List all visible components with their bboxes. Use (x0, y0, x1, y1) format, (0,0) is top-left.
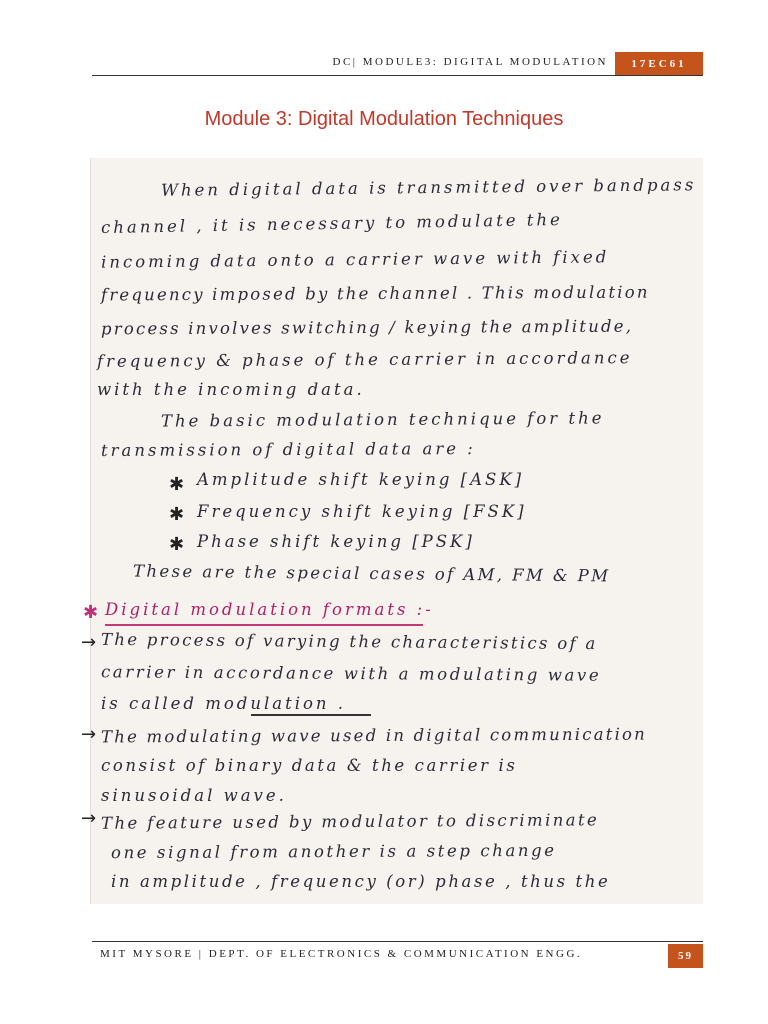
footer-text: MIT MYSORE | DEPT. OF ELECTRONICS & COMMUNICATION ENGG. (100, 948, 583, 960)
heading-underline (105, 624, 423, 626)
right-arrow-icon: → (81, 724, 97, 745)
bullet-star-icon: ✱ (169, 534, 185, 555)
hw-line-2: channel , it is necessary to modulate the (100, 209, 563, 238)
footer-rule (92, 941, 703, 942)
running-header: DC| MODULE3: DIGITAL MODULATION (332, 56, 608, 68)
header-rule (92, 75, 703, 76)
page-title: Module 3: Digital Modulation Techniques (204, 108, 564, 130)
hw-line-23: in amplitude , frequency (or) phase , thus the (111, 872, 611, 891)
hw-line-12: Phase shift keying [PSK] (197, 532, 475, 551)
right-arrow-icon: → (81, 808, 97, 829)
hw-line-4: frequency imposed by the channel . This modulation (100, 282, 650, 305)
hw-line-3: incoming data onto a carrier wave with fixed (100, 247, 610, 272)
hw-line-20: sinusoidal wave. (101, 786, 287, 805)
hw-line-15: The process of varying the characteristics of a (100, 629, 598, 654)
page-number-badge: 59 (668, 944, 703, 968)
bullet-star-icon: ✱ (169, 474, 185, 495)
hw-line-16: carrier in accordance with a modulating wave (100, 662, 602, 685)
hw-line-19: consist of binary data & the carrier is (101, 756, 518, 775)
hw-line-17: is called modulation . (101, 694, 347, 713)
handwritten-notes-scan (81, 158, 703, 904)
hw-line-21: The feature used by modulator to discriminate (100, 810, 600, 833)
hw-line-8: The basic modulation technique for the (160, 408, 605, 431)
hw-line-11: Frequency shift keying [FSK] (197, 502, 527, 521)
hw-line-6: frequency & phase of the carrier in accordance (96, 348, 633, 371)
bullet-star-icon: ✱ (169, 504, 185, 525)
hw-section-heading: Digital modulation formats :- (105, 600, 434, 619)
modulation-underline (251, 714, 371, 716)
right-arrow-icon: → (81, 632, 97, 653)
hw-line-1: When digital data is transmitted over bandpass (160, 175, 697, 200)
star-marker-icon: ✱ (83, 602, 99, 623)
hw-line-7: with the incoming data. (97, 380, 365, 399)
hw-line-10: Amplitude shift keying [ASK] (197, 470, 525, 489)
hw-line-18: The modulating wave used in digital communication (100, 724, 648, 747)
course-code-badge: 17EC61 (615, 52, 703, 76)
hw-line-5: process involves switching / keying the amplitude, (100, 316, 634, 339)
hw-line-13: These are the special cases of AM, FM & PM (132, 561, 611, 586)
hw-line-9: transmission of digital data are : (100, 439, 476, 460)
hw-line-22: one signal from another is a step change (110, 840, 557, 863)
